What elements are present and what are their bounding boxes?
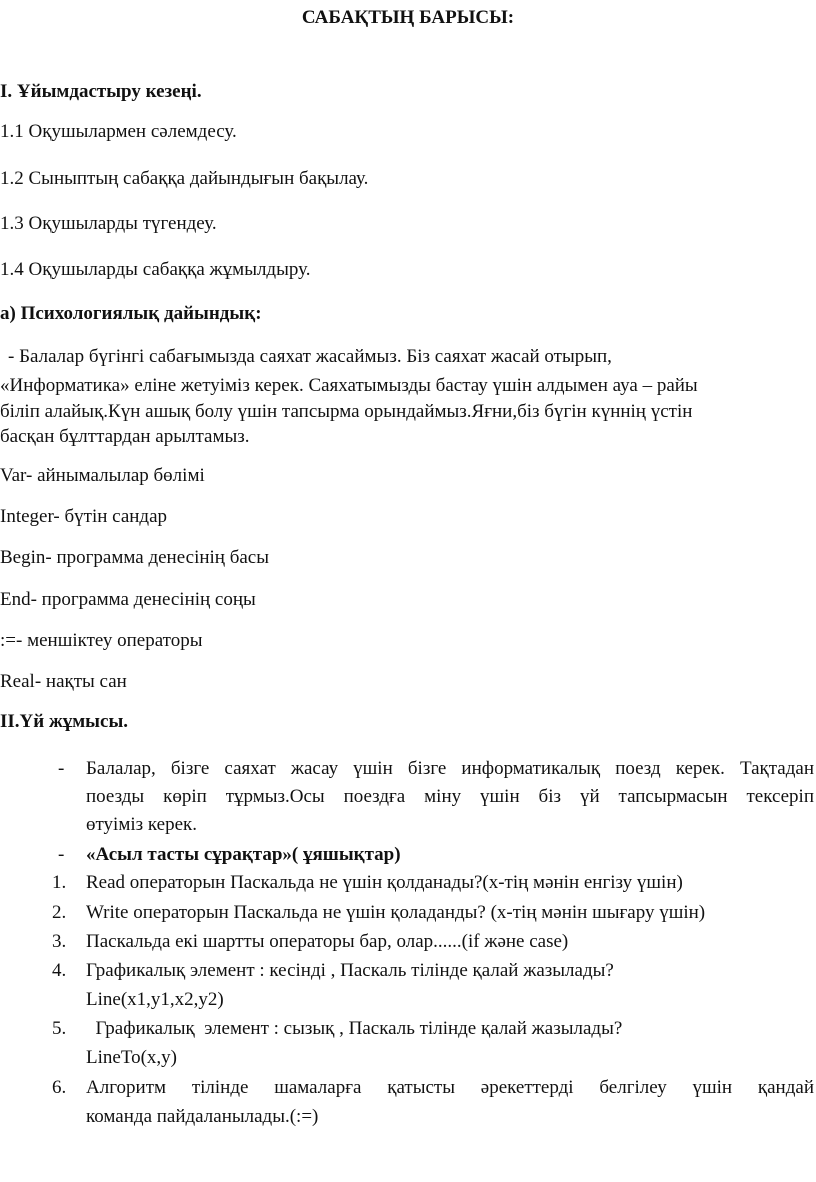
question-text: Паскальда екі шартты операторы бар, олар......(if және case): [86, 931, 569, 952]
question-number: 2.: [52, 902, 67, 923]
question-answer: LineTo(x,y): [86, 1047, 178, 1068]
list-item: 1.4 Оқушыларды сабаққа жұмылдыру.: [0, 259, 311, 280]
term-real: Real- нақты сан: [0, 671, 127, 692]
term-begin: Begin- программа денесінің басы: [0, 547, 270, 568]
page-title: САБАҚТЫҢ БАРЫСЫ:: [301, 7, 515, 28]
list-item: 1.3 Оқушыларды түгендеу.: [0, 213, 217, 234]
list-item: 1.2 Сыныптың сабаққа дайындығын бақылау.: [0, 168, 369, 189]
question-number: 4.: [52, 960, 67, 981]
term-assign: :=- меншіктеу операторы: [0, 630, 203, 651]
list-item: 1.1 Оқушылармен сәлемдесу.: [0, 121, 237, 142]
dash-marker: -: [58, 844, 65, 865]
question-text: Графикалық элемент : сызық , Паскаль тілінде қалай жазылады?: [86, 1018, 623, 1039]
question-number: 6.: [52, 1077, 67, 1098]
dash-marker: -: [58, 758, 65, 779]
intro-line: Балалар, бізге саяхат жасау үшін бізге информатикалық поезд керек. Тақтадан: [86, 758, 814, 779]
question-text: Графикалық элемент : кесінді , Паскаль тілінде қалай жазылады?: [86, 960, 614, 981]
intro-line: поезды көріп тұрмыз.Осы поездға міну үшін біз үй тапсырмасын тексеріп: [86, 786, 814, 807]
question-number: 5.: [52, 1018, 67, 1039]
question-text: Write операторын Паскальда не үшін қоладанды? (х-тің мәнін шығару үшін): [86, 902, 706, 923]
paragraph-line: біліп алайық.Күн ашық болу үшін тапсырма орындаймыз.Яғни,біз бүгін күннің үстін: [0, 401, 693, 422]
section2-heading: ІІ.Үй жұмысы.: [0, 711, 129, 732]
question-number: 3.: [52, 931, 67, 952]
question-answer: команда пайдаланылады.(:=): [86, 1106, 319, 1127]
term-var: Var- айнымалылар бөлімі: [0, 465, 205, 486]
term-integer: Integer- бүтін сандар: [0, 506, 168, 527]
term-end: End- программа денесінің соңы: [0, 589, 256, 610]
question-text: Read операторын Паскальда не үшін қолданады?(х-тің мәнін енгізу үшін): [86, 872, 683, 893]
question-answer: Line(x1,y1,x2,y2): [86, 989, 224, 1010]
paragraph-line: басқан бұлттардан арылтамыз.: [0, 426, 250, 447]
question-number: 1.: [52, 872, 67, 893]
paragraph-line: «Информатика» еліне жетуіміз керек. Саяхатымызды бастау үшін алдымен ауа – райы: [0, 375, 698, 396]
game-title: «Асыл тасты сұрақтар»( ұяшықтар): [86, 844, 401, 865]
section1-heading: І. Ұйымдастыру кезеңі.: [0, 81, 202, 102]
intro-line: өтуіміз керек.: [86, 814, 197, 835]
psychology-subheading: а) Психологиялық дайындық:: [0, 303, 262, 324]
question-text: Алгоритм тілінде шамаларға қатысты әрекеттерді белгілеу үшін қандай: [86, 1077, 814, 1098]
paragraph-line: - Балалар бүгінгі сабағымызда саяхат жасаймыз. Біз саяхат жасай отырып,: [8, 346, 612, 367]
